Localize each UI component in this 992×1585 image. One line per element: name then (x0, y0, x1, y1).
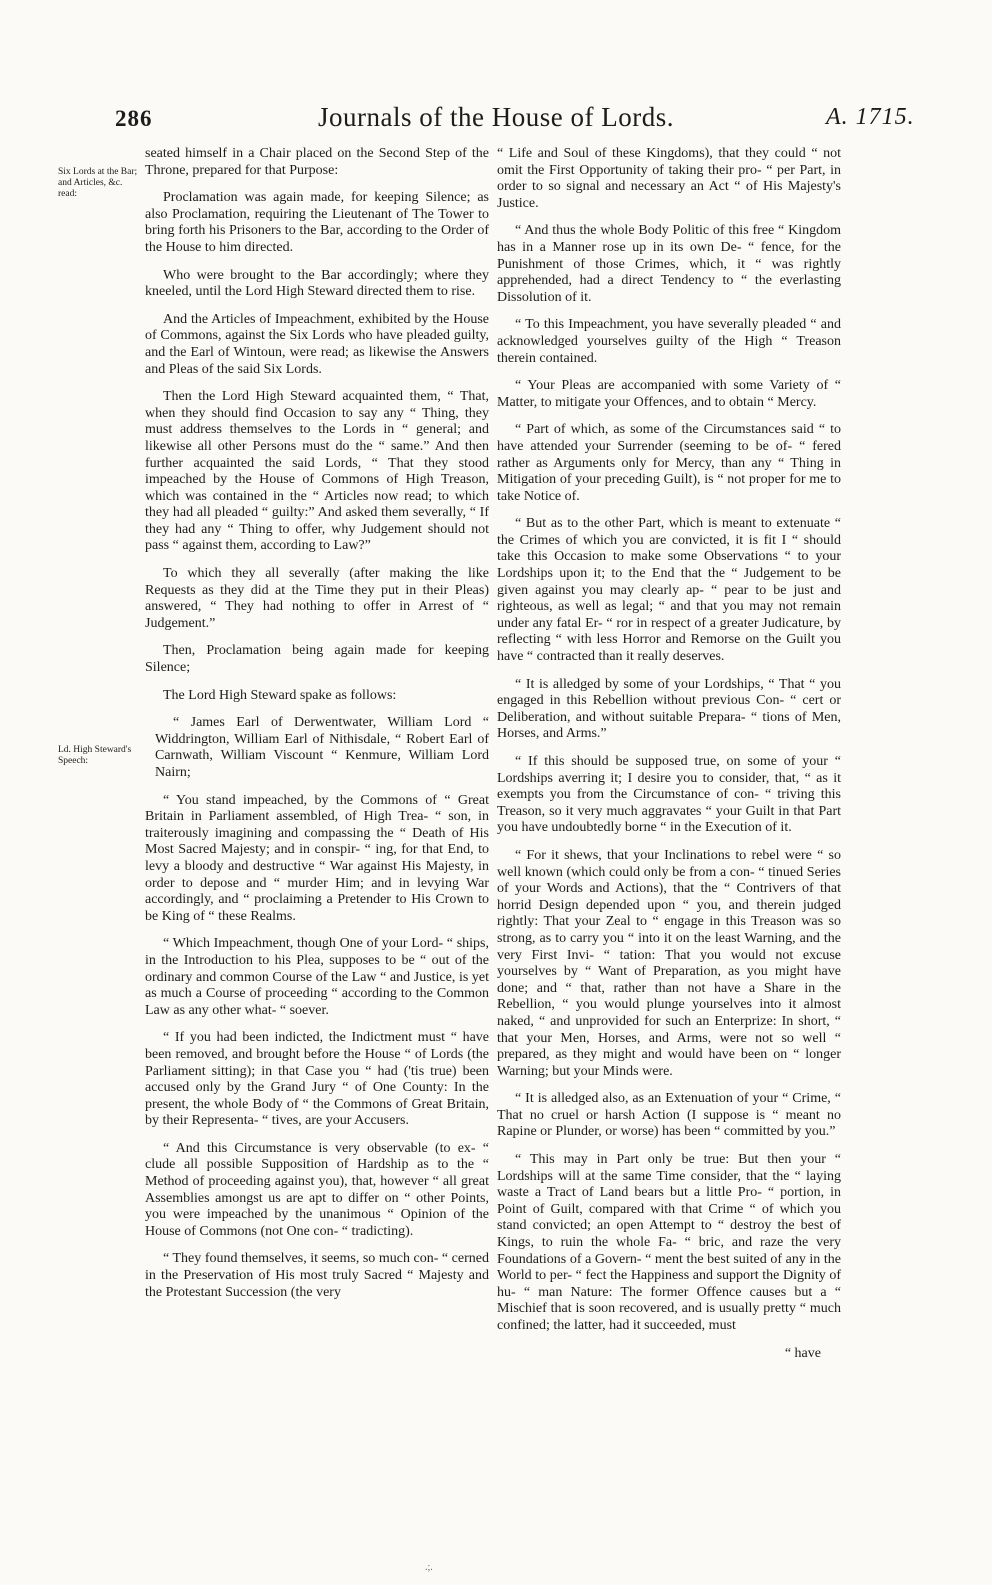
paragraph: To which they all severally (after making the like Requests as they did at the Time they put in their Pleas) answered, “ They had nothing to offer in Arrest of “ Judgement.” (145, 566, 489, 631)
paragraph: “ For it shews, that your Inclinations to rebel were “ so well known (which could only be from a con- “ tinued Series of your Words and Actions), that the “ Contrivers of that horrid Design depended upon “ you, and therein judged rightly: That your Zeal to “ engage in this Treason was so strong, as to carry you “ into it on the least Warning, and the very First Invi- “ tation: That you would not excuse yourselves by “ Want of Preparation, as you might have done; and “ that, rather than not have a Share in the Rebellion, “ you would plunge yourselves into it almost naked, “ and unprovided for such an Enterprize: In short, “ that your Men, Horses, and Arms, were not so well “ prepared, as they might and would have been on “ longer Warning; but your Minds were. (497, 847, 841, 1079)
paragraph: seated himself in a Chair placed on the Second Step of the Throne, prepared for that Purpose: (145, 146, 489, 178)
paragraph: And the Articles of Impeachment, exhibited by the House of Commons, against the Six Lords who have pleaded guilty, and the Earl of Wintoun, were read; as likewise the Answers and Pleas of the said Six Lords. (145, 311, 489, 377)
paragraph: “ It is alledged also, as an Extenuation of your “ Crime, “ That no cruel or harsh Action (I suppose is “ meant no Rapine or Plunder, or worse) has been “ committed by you.” (497, 1091, 841, 1140)
paragraph: “ But as to the other Part, which is meant to extenuate “ the Crimes of which you are convicted, it is fit I “ should take this Occasion to make some Observations “ to your Lordships upon it; to the End that the “ Judgement to be given against you may clearly ap- “ pear to be just and righteous, as well as legal; “ and that you may not remain under any fatal Er- “ ror in respect of a greater Judicature, by reflecting “ with less Horror and Remorse on the Guilt you have “ contracted than it really deserves. (497, 516, 841, 665)
paragraph: Then, Proclamation being again made for keeping Silence; (145, 643, 489, 676)
paragraph: Proclamation was again made, for keeping Silence; as also Proclamation, requiring the Lieutenant of The Tower to bring forth his Prisoners to the Bar, according to the Order of the House to him directed. (145, 190, 489, 255)
paragraph: “ Life and Soul of these Kingdoms), that they could “ not omit the First Opportunity of taking their pro- “ per Part, in order to so signal and necessary an Act “ of His Majesty's Justice. (497, 146, 841, 211)
page-header (0, 100, 992, 150)
paragraph: “ You stand impeached, by the Commons of “ Great Britain in Parliament assembled, of High Trea- “ son, in traiterously imagining and compassing the “ Death of His Most Sacred Majesty; and in conspir- “ ing, for that End, to levy a bloody and destructive “ War against His Majesty, in order to depose and “ murder Him; and in levying War accordingly, and “ proclaiming a Pretender to His Crown to be King of “ these Realms. (145, 792, 489, 924)
paragraph: “ Which Impeachment, though One of your Lord- “ ships, in the Introduction to his Plea, supposes to be “ out of the ordinary and common Course of the Law “ and Justice, is yet as much a Course of proceeding “ according to the Common Law as any other what- “ soever. (145, 936, 489, 1018)
left-column (145, 146, 489, 1312)
paragraph: Who were brought to the Bar accordingly; where they kneeled, until the Lord High Steward directed them to rise. (145, 267, 489, 300)
paragraph: “ This may in Part only be true: But then your “ Lordships will at the same Time consider, that the “ laying waste a Tract of Land bears but a little Pro- “ portion, in Point of Guilt, compared with that Crime “ of which you stand convicted; an open Attempt to “ destroy the best of Kings, to ruin the whole Fa- “ bric, and raze the very Foundations of a Govern- “ ment the best suited of any in the World to per- “ fect the Happiness and support the Dignity of hu- “ man Nature: The former Offence causes but a “ Mischief that is soon recovered, and is usually pretty “ much confined; the latter, had it succeeded, must (497, 1152, 841, 1333)
running-title: Journals of the House of Lords. (318, 102, 674, 132)
paragraph: “ Part of which, as some of the Circumstances said “ to have attended your Surrender (seeming to be of- “ fered rather as Arguments only for Mercy, than any “ Thing in Mitigation of your preceding Guilt), is “ not proper for me to take Notice of. (497, 422, 841, 504)
paragraph: “ They found themselves, it seems, so much con- “ cerned in the Preservation of His most truly Sacred “ Majesty and the Protestant Succession (the very (145, 1251, 489, 1300)
margin-note-speech: Ld. High Steward's Speech: (58, 745, 132, 766)
paragraph: “ If this should be supposed true, on some of your “ Lordships averring it; I desire you to consider, that, “ as it exempts you from the Circumstance of con- “ triving this Treason, so it very much aggravates “ your Guilt in that Part you have undoubtedly borne “ in the Execution of it. (497, 754, 841, 836)
page-number: 286 (115, 106, 153, 131)
catchword: “ have (784, 1345, 821, 1361)
paragraph: “ To this Impeachment, you have severally pleaded “ and acknowledged yourselves guilty of the High “ Treason therein contained. (497, 317, 841, 366)
paragraph: The Lord High Steward spake as follows: (163, 687, 397, 703)
paragraph: Then the Lord High Steward acquainted them, “ That, when they should find Occasion to say any “ Thing, they must address themselves to the Lords in “ general; and likewise all other Persons must do the “ same.” And then further acquainted the said Lords, “ That they stood impeached by the House of Commons of High Treason, which was contained in the “ Articles now read; to which they had all pleaded “ guilty:” And asked them severally, “ If they had any “ Thing to offer, why Judgement should not pass “ against them, according to Law?” (145, 389, 489, 554)
paragraph-address: “ James Earl of Derwentwater, William Lord “ Widdrington, William Earl of Nithisdale, “ Robert Earl of Carnwath, William Viscount “ Kenmure, William Lord Nairn; (155, 715, 489, 780)
right-column (497, 146, 841, 1373)
paragraph: “ It is alledged by some of your Lordships, “ That “ you engaged in this Rebellion without previous Con- “ cert or Deliberation, and without suitable Prepara- “ tions of Men, Horses, and Arms.” (497, 676, 841, 742)
paragraph: “ And thus the whole Body Politic of this free “ Kingdom has in a Manner rose up in its own De- “ fence, for the Punishment of those Crimes, which, it “ was rightly apprehended, had a direct Tendency to “ the everlasting Dissolution of it. (497, 223, 841, 305)
paragraph: “ And this Circumstance is very observable (to ex- “ clude all possible Supposition of Hardship as to the “ Method of proceeding against you), that, however “ all great Assemblies amongst us are apt to differ on “ other Points, you were impeached by the unanimous “ Opinion of the House of Commons (not One con- “ tradicting). (145, 1140, 489, 1239)
footer-mark: .;. (425, 1562, 433, 1573)
margin-note-six-lords: Six Lords at the Bar; and Articles, &c. read: (58, 167, 138, 199)
year-label: A. 1715. (826, 104, 915, 130)
paragraph: “ Your Pleas are accompanied with some Variety of “ Matter, to mitigate your Offences, and to obtain “ Mercy. (497, 378, 841, 410)
paragraph: “ If you had been indicted, the Indictment must “ have been removed, and brought before the House “ of Lords (the Parliament sitting); in that Case you “ had ('tis true) been accused only by the Grand Jury “ of One County: In the present, the whole Body of “ the Commons of Great Britain, by their Representa- “ tives, are your Accusers. (145, 1030, 489, 1129)
